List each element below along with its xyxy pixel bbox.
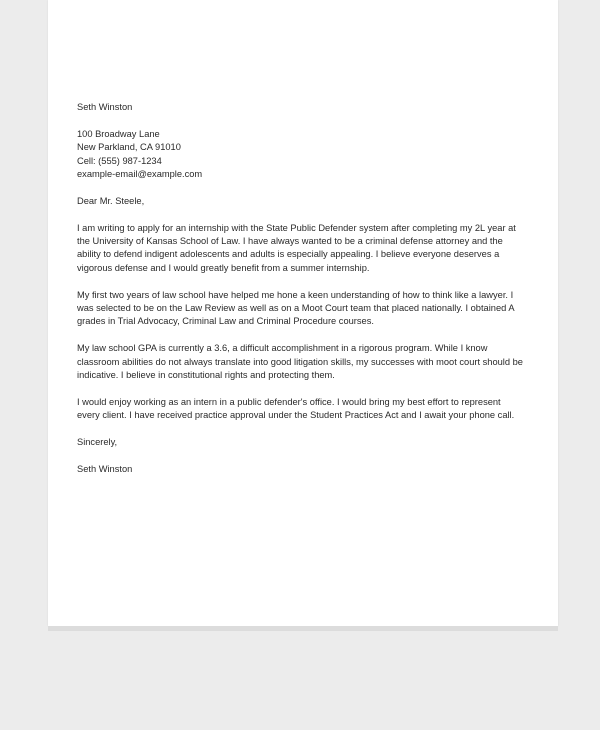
street-address: 100 Broadway Lane <box>77 128 160 139</box>
sender-name: Seth Winston <box>77 102 133 112</box>
cover-letter <box>77 101 525 476</box>
paragraph-line: vigorous defense and I would greatly benefit from a summer internship. <box>77 262 370 273</box>
paragraph-line: My first two years of law school have helped me hone a keen understanding of how to think like a lawyer. I <box>77 289 514 300</box>
body-paragraph-4 <box>77 396 525 423</box>
paragraph-line: every client. I have received practice approval under the Student Practices Act and I await your phone call. <box>77 410 515 421</box>
paragraph-line: indicative. I believe in constitutional rights and protecting them. <box>77 370 335 381</box>
salutation: Dear Mr. Steele, <box>77 195 145 206</box>
paragraph-line: I am writing to apply for an internship with the State Public Defender system after completing my 2L year at <box>77 222 516 233</box>
paragraph-line: was selected to be on the Law Review as well as on a Moot Court team that placed nationally. I obtained A <box>77 303 515 314</box>
paragraph-line: grades in Trial Advocacy, Criminal Law and Criminal Procedure courses. <box>77 316 374 327</box>
paragraph-line: I would enjoy working as an intern in a public defender's office. I would bring my best effort to represent <box>77 396 501 407</box>
closing: Sincerely, <box>77 437 118 448</box>
body-paragraph-1 <box>77 222 525 276</box>
paragraph-line: classroom abilities do not always translate into good litigation skills, my successes with moot court should be <box>77 356 523 367</box>
city-state-zip: New Parkland, CA 91010 <box>77 142 181 153</box>
email-address: example-email@example.com <box>77 169 203 180</box>
paragraph-line: ability to defend indigent adolescents and adults is especially appealing. I believe everyone deserves a <box>77 249 500 260</box>
page-bottom-edge <box>48 626 558 631</box>
body-paragraph-3 <box>77 342 525 382</box>
sender-address-block <box>77 128 525 182</box>
signature-name: Seth Winston <box>77 463 133 474</box>
paragraph-line: the University of Kansas School of Law. I have always wanted to be a criminal defense attorney and the <box>77 236 503 247</box>
cell-phone: Cell: (555) 987-1234 <box>77 155 162 166</box>
paragraph-line: My law school GPA is currently a 3.6, a difficult accomplishment in a rigorous program. While I know <box>77 343 488 354</box>
document-page <box>48 0 558 626</box>
body-paragraph-2 <box>77 289 525 329</box>
